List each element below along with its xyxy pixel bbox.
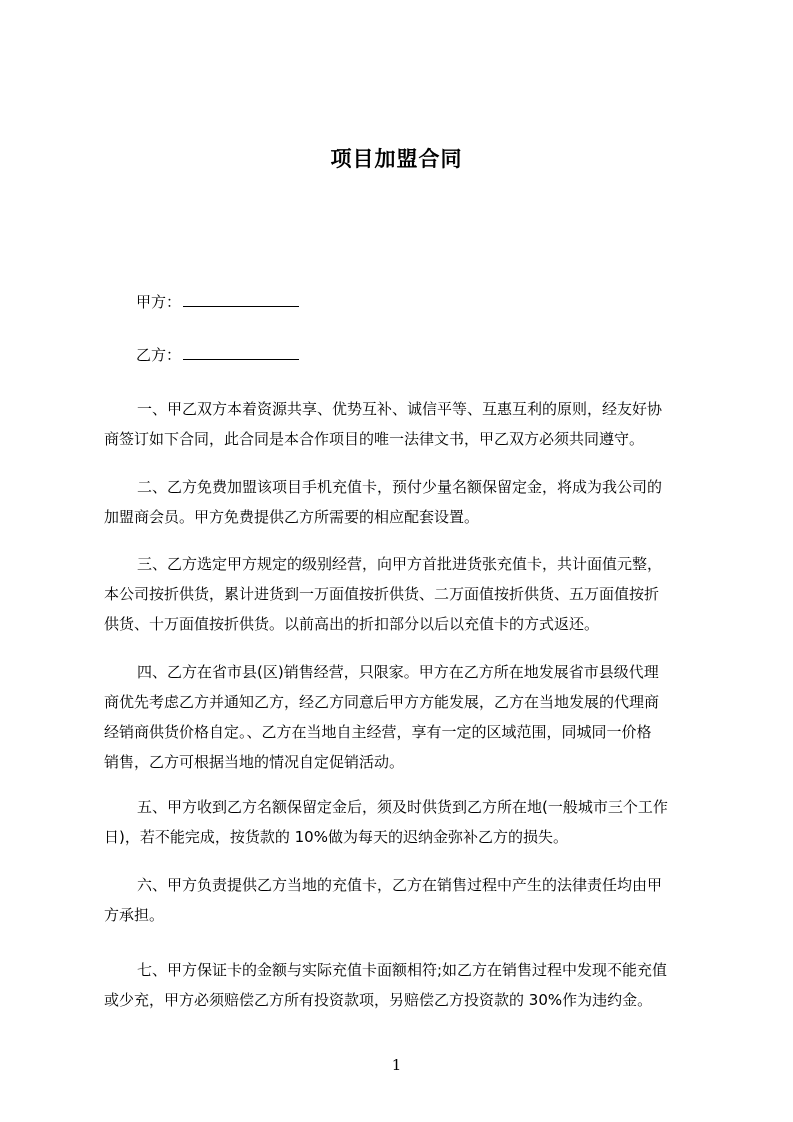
party-b-line: [136, 345, 299, 365]
clause-line: 日)，若不能完成，按货款的 10%做为每天的迟纳金弥补乙方的损失。: [104, 828, 568, 846]
clause-line: 三、乙方选定甲方规定的级别经营，向甲方首批进货张充值卡，共计面值元整，: [137, 555, 663, 573]
clause-line: 商签订如下合同，此合同是本合作项目的唯一法律文书，甲乙双方必须共同遵守。: [104, 430, 645, 448]
clause-line: 一、甲乙双方本着资源共享、优势互补、诚信平等、互惠互利的原则，经友好协: [137, 400, 663, 418]
clause-line: 本公司按折供货，累计进货到一万面值按折供货、二万面值按折供货、五万面值按折: [104, 585, 660, 603]
clause-line: 七、甲方保证卡的金额与实际充值卡面额相符;如乙方在销售过程中发现不能充值: [137, 961, 668, 979]
party-a-line: [136, 292, 299, 312]
clause-5: [104, 792, 692, 852]
party-b-blank: [183, 345, 299, 360]
party-a-label: 甲方：: [136, 293, 182, 311]
clause-line: 商优先考虑乙方并通知乙方，经乙方同意后甲方方能发展，乙方在当地发展的代理商: [104, 693, 660, 711]
clause-line: 六、甲方负责提供乙方当地的充值卡，乙方在销售过程中产生的法律责任均由甲: [137, 876, 663, 894]
clause-2: [104, 472, 692, 532]
party-b-label: 乙方：: [136, 346, 182, 364]
clause-line: 加盟商会员。甲方免费提供乙方所需要的相应配套设置。: [104, 508, 480, 526]
clause-line: 四、乙方在省市县(区)销售经营，只限家。甲方在乙方所在地发展省市县级代理: [137, 663, 659, 681]
clause-6: [104, 870, 692, 930]
clause-line: 销售，乙方可根据当地的情况自定促销活动。: [104, 753, 405, 771]
clause-3: [104, 549, 692, 639]
clause-4: [104, 657, 692, 777]
clause-line: 经销商供货价格自定。、乙方在当地自主经营，享有一定的区域范围，同城同一价格: [104, 723, 652, 741]
clause-7: [104, 955, 692, 1015]
clause-1: [104, 394, 692, 454]
page-number: 1: [391, 1056, 402, 1074]
clause-line: 或少充，甲方必须赔偿乙方所有投资款项，另赔偿乙方投资款的 30%作为违约金。: [104, 991, 653, 1009]
clause-line: 二、乙方免费加盟该项目手机充值卡，预付少量名额保留定金，将成为我公司的: [137, 478, 663, 496]
clause-line: 方承担。: [104, 906, 165, 924]
party-a-blank: [183, 292, 299, 307]
document-title: 项目加盟合同: [330, 147, 463, 171]
clause-line: 五、甲方收到乙方名额保留定金后，须及时供货到乙方所在地(一般城市三个工作: [137, 798, 668, 816]
clause-line: 供货、十万面值按折供货。以前高出的折扣部分以后以充值卡的方式返还。: [104, 615, 600, 633]
